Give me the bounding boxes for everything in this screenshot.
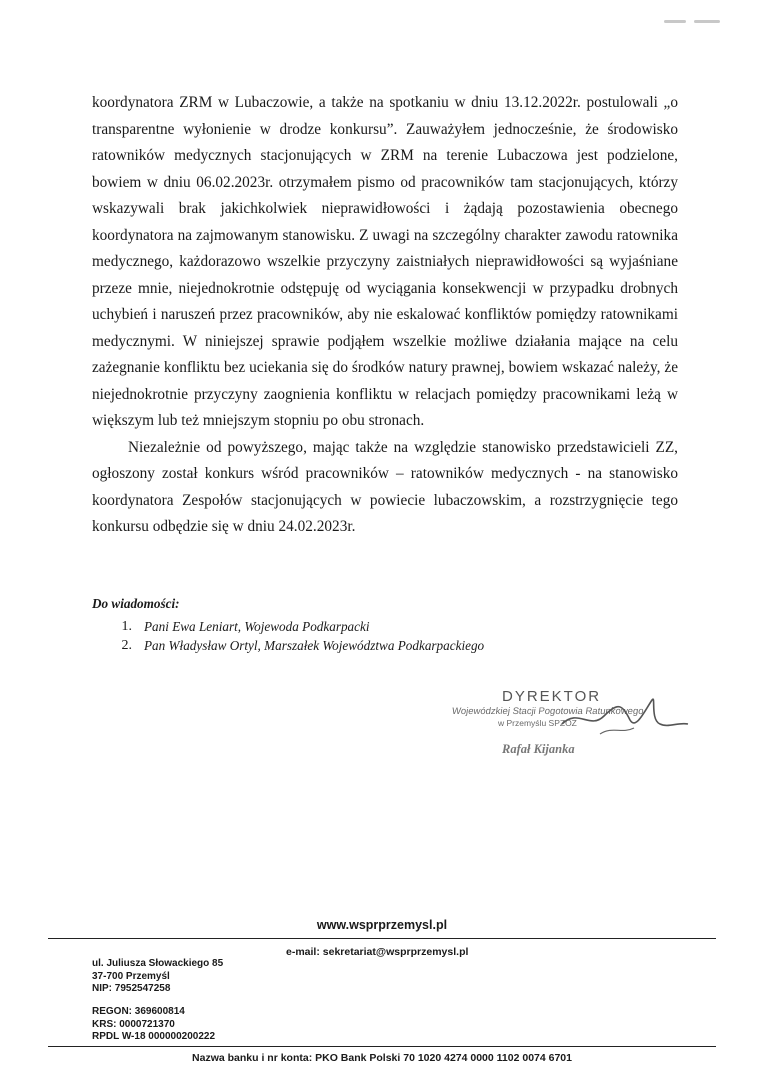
address-nip: NIP: 7952547258 [92, 983, 171, 995]
stamp-title: DYREKTOR [502, 688, 602, 705]
recipient-name: Pani Ewa Leniart, Wojewoda Podkarpacki [144, 619, 370, 634]
list-item [92, 636, 592, 655]
bank-account: Nazwa banku i nr konta: PKO Bank Polski 70 1020 4274 0000 1102 0074 6701 [192, 1052, 572, 1064]
stamp-location: w Przemyślu SPZOZ [498, 718, 577, 728]
body-paragraph: koordynatora ZRM w Lubaczowie, a także na spotkaniu w dniu 13.12.2022r. postulowali „o transparentne wyłonienie w drodze konkursu”. Zauważyłem jednocześnie, że środowisko ratowników medycznych stacjonujących w ZRM na terenie Lubaczowa jest podzielone, bowiem w dniu 06.02.2023r. otrzymałem pismo od pracowników tam stacjonujących, którzy wskazywali brak jakichkolwiek nieprawidłowości i żądają pozostawienia obecnego koordynatora na zajmowanym stanowisku. Z uwagi na szczególny charakter zawodu ratownika medycznego, każdorazowo wszelkie przyczyny zaistniałych nieprawidłowości są wyjaśniane przeze mnie, niejednokrotnie odstępuję od wyciągania konsekwencji w przypadku drobnych uchybień i naruszeń przez pracowników, aby nie eskalować konfliktów pomiędzy ratownikami medycznymi. W niniejszej sprawie podjąłem wszelkie możliwe działania mające na celu zażegnanie konfliktu bez uciekania się do środków natury prawnej, bowiem wskazać należy, że niejednokrotnie przyczyny zaognienia konfliktu w relacjach pomiędzy pracownikami leżą w większym lub też mniejszym stopniu po obu stronach. [92, 94, 678, 429]
stamp-name: Rafał Kijanka [502, 742, 575, 756]
krs-number: KRS: 0000721370 [92, 1018, 175, 1030]
letter-body [92, 90, 678, 541]
list-number: 2. [121, 638, 132, 653]
address-street: ul. Juliusza Słowackiego 85 [92, 958, 224, 969]
footer-divider [48, 938, 716, 939]
postal-address [92, 958, 223, 996]
handwritten-signature [560, 690, 690, 740]
recipient-name: Pan Władysław Ortyl, Marszałek Województwa Podkarpackiego [144, 638, 485, 653]
registry-numbers [92, 1006, 215, 1044]
recipient-list [92, 617, 592, 655]
address-city: 37-700 Przemyśl [92, 970, 170, 982]
distribution-list [92, 594, 592, 655]
list-number: 1. [121, 619, 132, 634]
email-link[interactable]: e-mail: sekretariat@wsprprzemysl.pl [286, 946, 469, 958]
list-item [92, 617, 592, 636]
footer-divider [48, 1046, 716, 1047]
rpdl-number: RPDL W-18 000000200222 [92, 1031, 216, 1043]
scan-artifact [664, 14, 724, 28]
website-link[interactable]: www.wsprprzemysl.pl [316, 918, 448, 932]
distribution-heading: Do wiadomości: [92, 596, 180, 611]
body-paragraph: Niezależnie od powyższego, mając także na względzie stanowisko przedstawicieli ZZ, ogłoszony został konkurs wśród pracowników – ratowników medycznych - na stanowisko koordynatora Zespołów stacjonujących w powiecie lubaczowskim, a rozstrzygnięcie tego konkursu odbędzie się w dniu 24.02.2023r. [92, 438, 678, 535]
stamp-institution: Wojewódzkiej Stacji Pogotowia Ratunkowego [451, 706, 645, 717]
regon-number: REGON: 369600814 [92, 1006, 185, 1017]
